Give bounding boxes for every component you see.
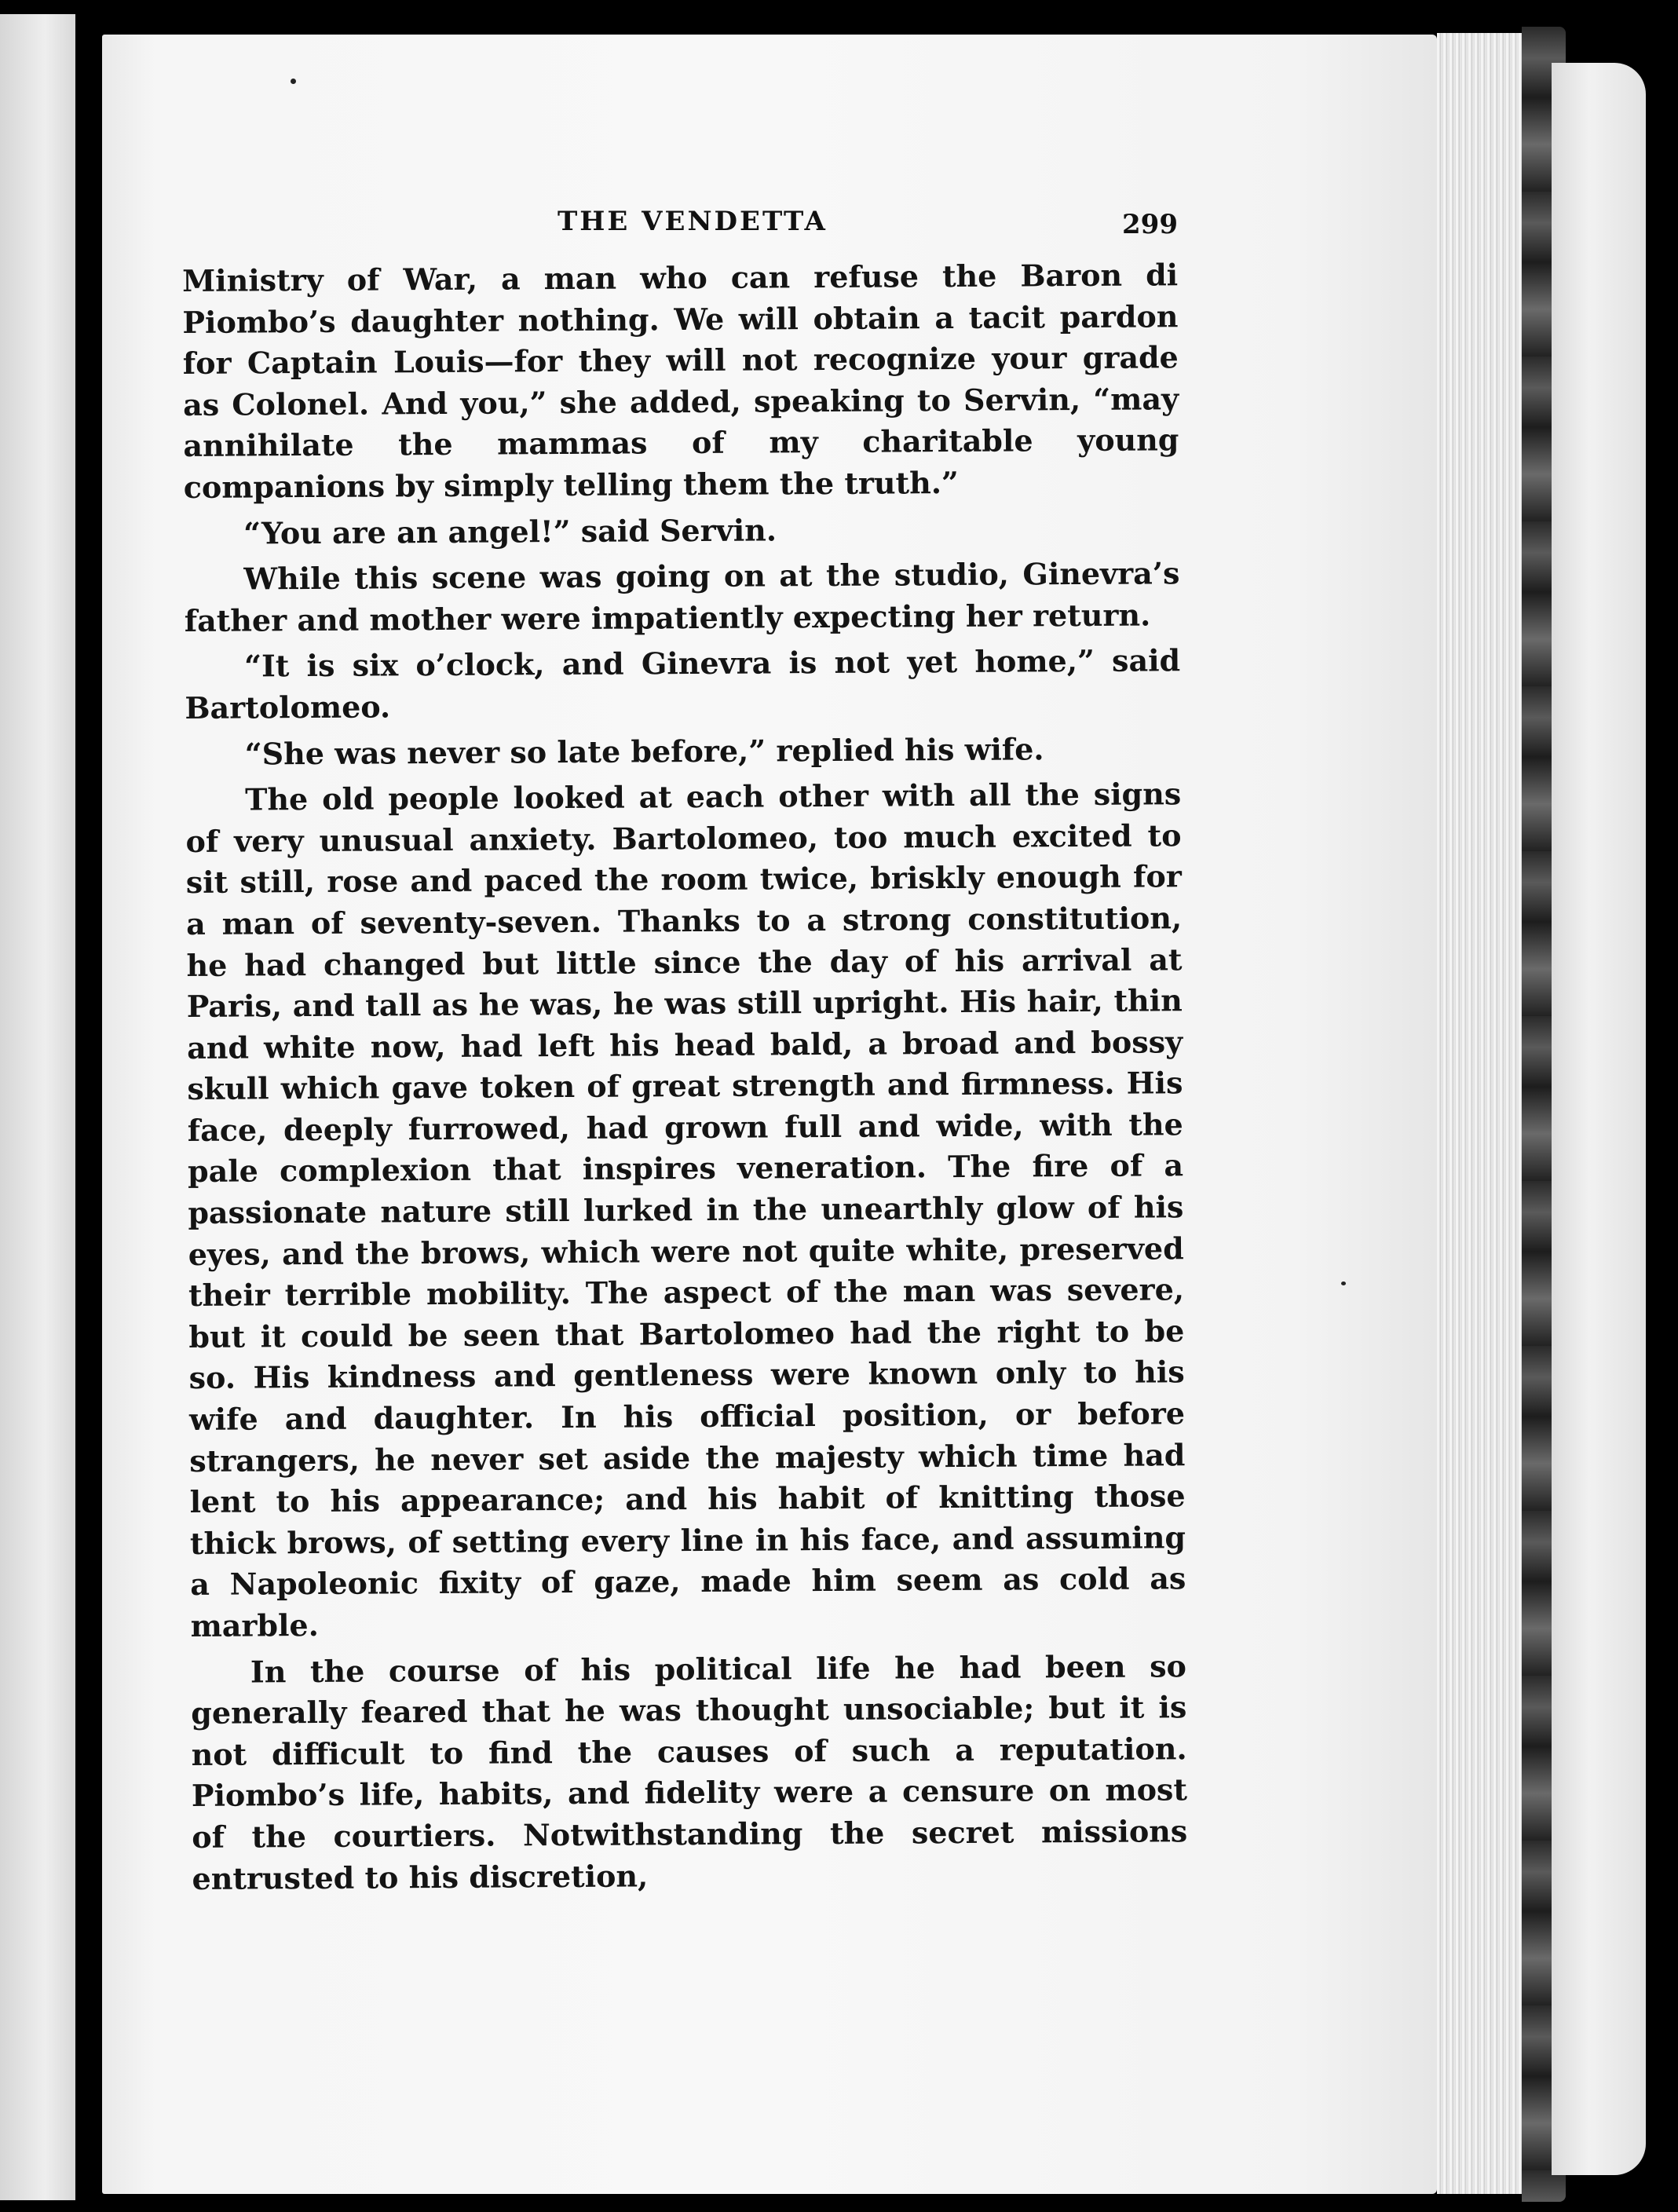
paragraph: Ministry of War, a man who can refuse the Baron di Piombo’s daughter nothing. We will obtain a tacit pardon for Captain Louis—for they will not recognize your grade as Colonel. And you,” she added, speaking to Servin, “may annihilate the mammas of my charitable young companions by simply telling them the truth.” xyxy=(182,257,1179,505)
page-number: 299 xyxy=(1122,209,1178,240)
page-edges xyxy=(1437,33,1531,2194)
page-text xyxy=(182,254,1188,1899)
paragraph: “You are an angel!” said Servin. xyxy=(243,511,777,551)
book-gutter xyxy=(75,16,102,2207)
paragraph: “She was never so late before,” replied his wife. xyxy=(244,730,1044,772)
speck-mark xyxy=(291,79,296,84)
paragraph: While this scene was going on at the studio, Ginevra’s father and mother were impatiently expecting her return. xyxy=(184,555,1180,638)
speck-mark xyxy=(1341,1281,1346,1285)
paragraph: The old people looked at each other with all the signs of very unusual anxiety. Bartolomeo, too much excited to sit still, rose and paced the room twice, briskly enough for a man of seventy-seven. Thanks to a strong constitution, he had changed but little since the day of his arrival at Paris, and tall as he was, he was still upright. His hair, thin and white now, had left his head bald, a broad and bossy skull which gave token of great strength and firmness. His face, deeply furrowed, had grown full and wide, with the pale complexion that inspires veneration. The fire of a passionate nature still lurked in the unearthly glow of his eyes, and the brows, which were not quite white, preserved their terrible mobility. The aspect of the man was severe, but it could be seen that Bartolomeo had the right to be so. His kindness and gentleness were known only to his wife and daughter. In his official position, or before strangers, he never set aside the majesty which time had lent to his appearance; and his habit of knitting those thick brows, of setting every line in his face, and assuming a Napoleonic fixity of gaze, made him seem as cold as marble. xyxy=(185,776,1186,1643)
paragraph: In the course of his political life he had been so generally feared that he was thought unsociable; but it is not difficult to find the causes of such a reputation. Piombo’s life, habits, and fidelity were a censure on most of the courtiers. Notwithstanding the secret missions entrusted to his discretion, xyxy=(191,1647,1188,1896)
running-header xyxy=(188,206,1178,253)
running-title: THE VENDETTA xyxy=(558,206,828,237)
facing-page-edge xyxy=(0,14,75,2200)
book-cover-edge xyxy=(1552,63,1646,2175)
paragraph: “It is six o’clock, and Ginevra is not yet home,” said Bartolomeo. xyxy=(185,642,1181,726)
